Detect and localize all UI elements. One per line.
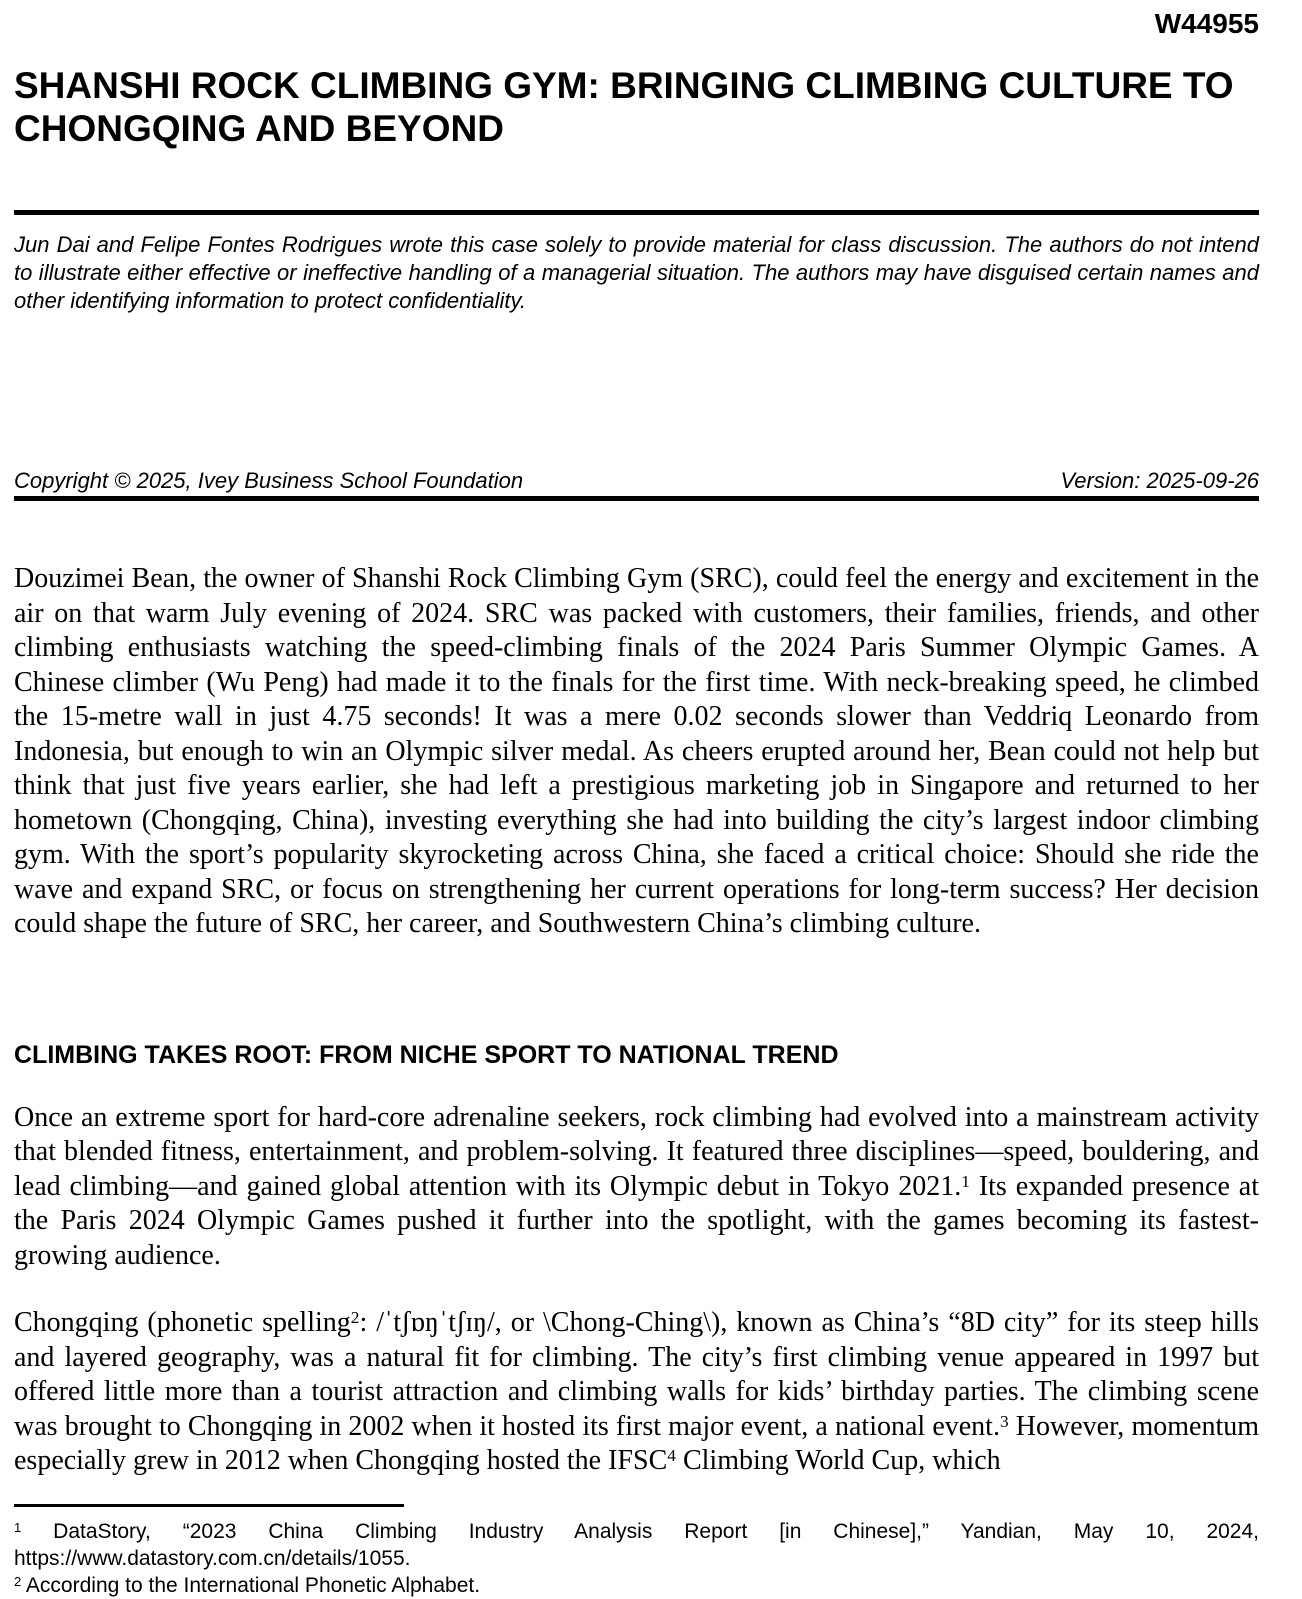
footnote-2-text: According to the International Phonetic Alphabet. [21, 1573, 481, 1597]
paragraph-chongqing [14, 1306, 1259, 1479]
text-run: Its expanded presence at the Paris 2024 Olympic Games pushed it further into the spotlight, with the games becoming its fastest-growing audience. [14, 1170, 1259, 1271]
doc-number: W44955 [1154, 8, 1259, 39]
footnotes-section [14, 1518, 1259, 1599]
footnote-1-line1 [14, 1518, 1259, 1545]
footnote-1 [14, 1518, 1259, 1572]
footnote-1-marker: 1 [14, 1519, 22, 1535]
footnote-1-text: DataStory, “2023 China Climbing Industry Analysis Report [in Chinese],” Yandian, May 10, 2024, [21, 1519, 1259, 1543]
copyright-divider [14, 496, 1259, 501]
text-run: However, momentum especially grew in 2012 when Chongqing hosted the IFSC [14, 1410, 1259, 1476]
footnote-2 [14, 1572, 1259, 1599]
case-title: SHANSHI ROCK CLIMBING GYM: BRINGING CLIMBING CULTURE TO CHONGQING AND BEYOND [14, 65, 1234, 149]
text-run: Climbing World Cup, which [675, 1445, 1001, 1476]
footnote-ref-2: 2 [350, 1308, 360, 1328]
copyright-line [14, 468, 1259, 494]
text-run: Chongqing (phonetic spelling [14, 1307, 351, 1338]
footnote-2-marker: 2 [14, 1573, 22, 1589]
footnote-ref-1: 1 [961, 1171, 970, 1191]
footnote-1-url: https://www.datastory.com.cn/details/1055. [14, 1546, 411, 1570]
footnote-ref-3: 3 [999, 1411, 1009, 1431]
footnote-divider [14, 1504, 404, 1507]
paragraph-climbing-overview [14, 1101, 1259, 1274]
intro-paragraph: Douzimei Bean, the owner of Shanshi Rock Climbing Gym (SRC), could feel the energy and excitement in the air on that warm July evening of 2024. SRC was packed with customers, their families, friends, and other climbing enthusiasts watching the speed-climbing finals of the 2024 Paris Summer Olympic Games. A Chinese climber (Wu Peng) had made it to the finals for the first time. With neck-breaking speed, he climbed the 15-metre wall in just 4.75 seconds! It was a mere 0.02 seconds slower than Veddriq Leonardo from Indonesia, but enough to win an Olympic silver medal. As cheers erupted around her, Bean could not help but think that just five years earlier, she had left a prestigious marketing job in Singapore and returned to her hometown (Chongqing, China), investing everything she had into building the city’s largest indoor climbing gym. With the sport’s popularity skyrocketing across China, she faced a critical choice: Should she ride the wave and expand SRC, or focus on strengthening her current operations for long-term success? Her decision could shape the future of SRC, her career, and Southwestern China’s climbing culture. [14, 563, 1259, 939]
copyright-text: Copyright © 2025, Ivey Business School Foundation [14, 468, 524, 493]
section-heading: CLIMBING TAKES ROOT: FROM NICHE SPORT TO NATIONAL TREND [14, 1040, 839, 1069]
footnote-ref-4: 4 [667, 1446, 676, 1466]
disclaimer-text: Jun Dai and Felipe Fontes Rodrigues wrote this case solely to provide material for class discussion. The authors do not intend to illustrate either effective or ineffective handling of a managerial situation. The authors may have disguised certain names and other identifying information to protect confidentiality. [14, 232, 1259, 313]
title-divider [14, 210, 1259, 215]
version-text: Version: 2025-09-26 [1060, 468, 1259, 493]
text-run: : /ˈtʃɒŋˈtʃɪŋ/, or \Chong-Ching\), known as China’s “8D city” for its steep hills and layered geography, was a natural fit for climbing. The city’s first climbing venue appeared in 1997 but offered little more than a tourist attraction and climbing walls for kids’ birthday parties. The climbing scene was brought to Chongqing in 2002 when it hosted its first major event, a national event. [14, 1307, 1259, 1442]
text-run: Once an extreme sport for hard-core adrenaline seekers, rock climbing had evolved into a mainstream activity that blended fitness, entertainment, and problem-solving. It featured three disciplines—speed, bouldering, and lead climbing—and gained global attention with its Olympic debut in Tokyo 2021. [14, 1101, 1259, 1202]
